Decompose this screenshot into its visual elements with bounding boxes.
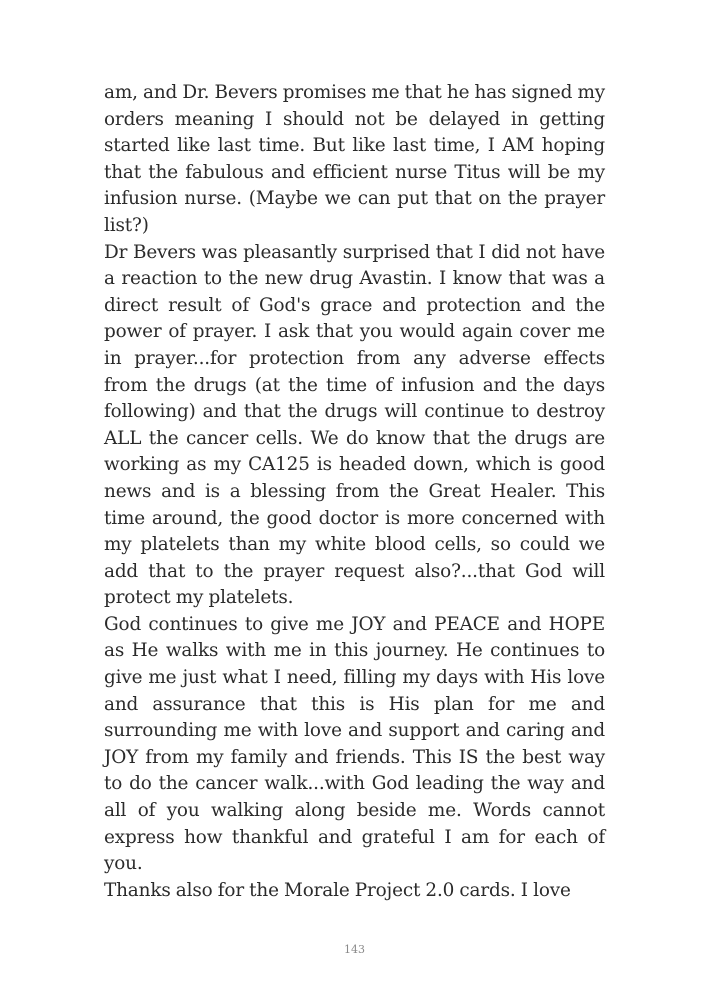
paragraph-2: Dr Bevers was pleasantly surprised that I did not have a reaction to the new drug Avastin. I know that was a direct result of God's grace and protection and the power of prayer. I ask that you would again cover me in prayer...for protection from any adverse effects from the drugs (at the time of infusion and the days following) and that the drugs will continue to destroy ALL the cancer cells. We do know that the drugs are working as my CA125 is headed down, which is good news and is a blessing from the Great Healer. This time around, the good doctor is more concerned with my platelets than my white blood cells, so could we add that to the prayer request also?...that God will protect my platelets.	[104, 241, 605, 609]
paragraph-1: am, and Dr. Bevers promises me that he has signed my orders meaning I should not be delayed in getting started like last time. But like last time, I AM hoping that the fabulous and efficient nurse Titus will be my infusion nurse. (Maybe we can put that on the prayer list?)	[104, 82, 605, 236]
page-number: 143	[344, 943, 365, 956]
paragraph-4: Thanks also for the Morale Project 2.0 cards. I love	[104, 879, 571, 901]
paragraph-3: God continues to give me JOY and PEACE and HOPE as He walks with me in this journey. He continues to give me just what I need, filling my days with His love and assurance that this is His plan for me and surrounding me with love and support and caring and JOY from my family and friends. This IS the best way to do the cancer walk...with God leading the way and all of you walking along beside me. Words cannot express how thankful and grateful I am for each of you.	[104, 613, 605, 875]
body-text	[104, 80, 605, 904]
